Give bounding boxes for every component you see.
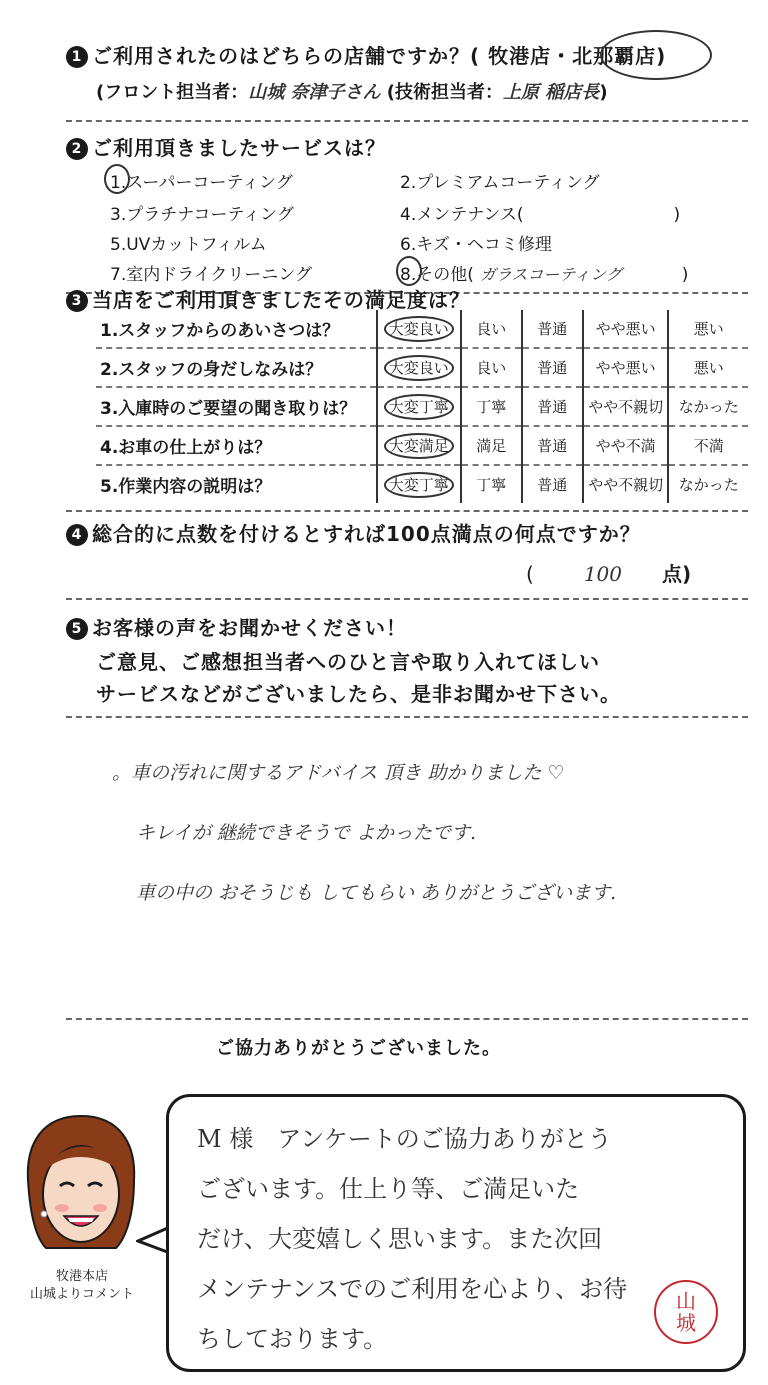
table-row [96, 348, 748, 387]
service-option-4-close: ) [673, 205, 681, 225]
reply-line: メンテナンスでのご利用を心より、お待 [197, 1275, 628, 1303]
option-1-selection-circle [104, 164, 130, 194]
comment-by: 山城よりコメント [29, 1287, 134, 1302]
q2-question [66, 132, 386, 161]
row-option: やや不親切 [583, 465, 669, 503]
q1-store-b: 北那覇店 [572, 44, 657, 68]
row-option: 満足 [461, 426, 522, 465]
reply-line: ちしております。 [197, 1325, 388, 1353]
survey-card [66, 18, 748, 1088]
other-service-value: ガラスコーティング [479, 265, 622, 284]
tech-staff-label: (技術担当者： [386, 82, 504, 103]
reply-line: M 様 アンケートのご協力ありがとう [197, 1125, 612, 1153]
service-option-1: 1.スーパーコーティング [110, 173, 293, 193]
stamp-top: 山 [676, 1289, 696, 1313]
service-option-3: 3.プラチナコーティング [110, 205, 294, 225]
service-option-8 [400, 260, 688, 285]
store-b-selection-circle [600, 30, 712, 80]
q4-text: 総合的に点数を付けるとすれば100点満点の何点ですか？ [92, 522, 641, 546]
service-option-5: 5.UVカットフィルム [110, 235, 267, 255]
row-item: 5.作業内容の説明は？ [96, 465, 377, 503]
row-option [377, 465, 461, 503]
row-option: 良い [461, 310, 522, 348]
row-option [377, 387, 461, 426]
divider [66, 598, 748, 600]
divider [66, 716, 748, 718]
table-row [96, 310, 748, 348]
row-option: 丁寧 [461, 465, 522, 503]
row-item: 4.お車の仕上がりは？ [96, 426, 377, 465]
row-item: 3.入庫時のご要望の聞き取りは？ [96, 387, 377, 426]
q5-text: お客様の声をお聞かせください！ [92, 616, 407, 640]
service-option-6: 6.キズ・ヘコミ修理 [400, 235, 552, 255]
table-row [96, 426, 748, 465]
row-option: やや不満 [583, 426, 669, 465]
service-option-7: 7.室内ドライクリーニング [110, 265, 313, 285]
row-option: 丁寧 [461, 387, 522, 426]
row-item: 2.スタッフの身だしなみは？ [96, 348, 377, 387]
selected-option: 大変満足 [384, 433, 454, 459]
staff-close: ) [599, 82, 608, 103]
q4-number: 4 [66, 524, 88, 546]
service-option-2: 2.プレミアムコーティング [400, 173, 600, 193]
customer-comment-line: 。車の汚れに関するアドバイス 頂き 助かりました ♡ [112, 762, 565, 784]
divider [66, 1018, 748, 1020]
q1-staff-line [96, 78, 608, 104]
row-option: 不満 [668, 426, 748, 465]
selected-option: 大変丁寧 [384, 394, 454, 420]
q4-open: ( [526, 562, 534, 586]
reply-line: だけ、大変嬉しく思います。また次回 [197, 1225, 603, 1253]
shop-caption [12, 1268, 152, 1304]
q1-question [66, 40, 666, 69]
tech-staff-value: 上原 稲店長 [503, 82, 600, 103]
row-option: やや悪い [583, 348, 669, 387]
q2-number: 2 [66, 138, 88, 160]
row-option: 普通 [522, 465, 583, 503]
q4-unit: 点) [662, 562, 692, 586]
staff-avatar [22, 1110, 140, 1258]
q5-line2: ご意見、ご感想担当者へのひと言や取り入れてほしい [96, 650, 600, 674]
row-option: なかった [668, 465, 748, 503]
customer-comment-line: 車の中の おそうじも してもらい ありがとうございます. [136, 882, 617, 904]
service-option-4 [400, 200, 680, 225]
satisfaction-table [96, 310, 748, 503]
row-option: やや悪い [583, 310, 669, 348]
divider [66, 510, 748, 512]
q1-close: ) [656, 44, 667, 68]
reply-line: ございます。仕上り等、ご満足いた [197, 1175, 580, 1203]
q1-text: ご利用されたのはどちらの店舗ですか？( [92, 44, 481, 68]
service-option-4-label: 4.メンテナンス( [400, 205, 524, 225]
thanks-text: ご協力ありがとうございました。 [216, 1038, 501, 1059]
q3-question [66, 284, 470, 313]
q5-number: 5 [66, 618, 88, 640]
q3-text: 当店をご利用頂きましたその満足度は？ [92, 288, 470, 312]
table-row [96, 465, 748, 503]
selected-option: 大変良い [384, 355, 454, 381]
row-option: 悪い [668, 310, 748, 348]
shop-name: 牧港本店 [55, 1269, 108, 1284]
service-option-8-close: ) [681, 265, 689, 285]
row-option [377, 426, 461, 465]
q2-text: ご利用頂きましたサービスは？ [92, 136, 386, 160]
q5-line3: サービスなどがございましたら、是非お聞かせ下さい。 [96, 682, 621, 706]
q1-store-a: 牧港店 [488, 44, 552, 68]
row-option [377, 310, 461, 348]
row-option [377, 348, 461, 387]
q5-question [66, 612, 407, 641]
score-value: 100 [583, 562, 622, 586]
row-option: 悪い [668, 348, 748, 387]
row-item: 1.スタッフからのあいさつは？ [100, 321, 340, 341]
customer-comment-line: キレイが 継続できそうで よかったです. [136, 822, 476, 844]
q3-number: 3 [66, 290, 88, 312]
q4-question [66, 518, 641, 547]
row-option: 普通 [522, 348, 583, 387]
q1-separator: ・ [551, 44, 573, 68]
q4-answer [526, 558, 691, 587]
row-option: なかった [668, 387, 748, 426]
row-option: 普通 [522, 310, 583, 348]
name-seal-stamp [654, 1280, 718, 1344]
option-8-selection-circle [396, 256, 422, 286]
row-option: 良い [461, 348, 522, 387]
row-option: やや不親切 [583, 387, 669, 426]
front-staff-label: (フロント担当者： [96, 82, 249, 103]
front-staff-value: 山城 奈津子さん [248, 82, 381, 103]
service-option-8-label: 8.その他( [400, 265, 474, 285]
table-row [96, 387, 748, 426]
selected-option: 大変丁寧 [384, 472, 454, 498]
row-option: 普通 [522, 426, 583, 465]
q1-number: 1 [66, 46, 88, 68]
stamp-bottom: 城 [676, 1311, 696, 1335]
selected-option: 大変良い [384, 316, 454, 342]
row-option: 普通 [522, 387, 583, 426]
divider [66, 120, 748, 122]
